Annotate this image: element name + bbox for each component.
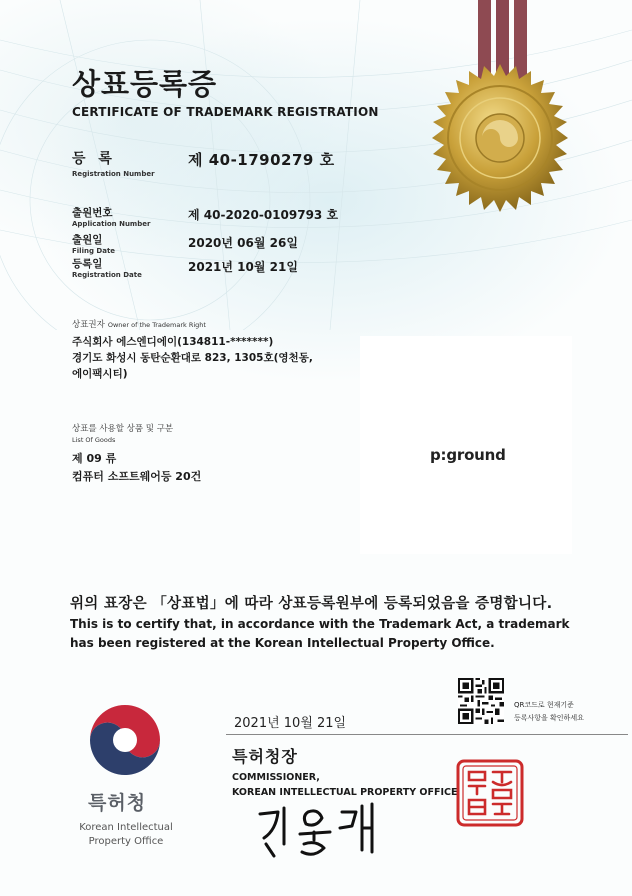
certification-statement-en: This is to certify that, in accordance with the Trademark Act, a trademark — [70, 617, 570, 631]
filing-date-label: 출원일 — [72, 234, 103, 246]
owner-line: 경기도 화성시 동탄순환대로 823, 1305호(영천동, — [72, 352, 313, 364]
certification-statement-en: has been registered at the Korean Intellectual Property Office. — [70, 636, 495, 650]
goods-section-label-en: List Of Goods — [72, 436, 116, 444]
qr-code-icon[interactable] — [458, 678, 504, 724]
owner-line: 에이팩시티) — [72, 368, 128, 380]
commissioner-title: 특허청장 — [232, 747, 298, 766]
kipo-taegeuk-logo-icon — [86, 700, 164, 778]
qr-note: 등록사항을 확인하세요 — [514, 714, 584, 722]
divider — [226, 734, 628, 735]
qr-note: QR코드로 현재기준 — [514, 701, 574, 709]
registration-date-label: 등록일 — [72, 258, 103, 270]
gold-seal-icon — [422, 62, 578, 218]
certificate-title: 상표등록증 — [72, 67, 218, 101]
office-logo-text: 특허청 — [88, 792, 147, 814]
registration-date-label-en: Registration Date — [72, 271, 142, 279]
official-seal-stamp-icon — [455, 758, 525, 828]
issue-date: 2021년 10월 21일 — [234, 716, 347, 731]
commissioner-title-en: KOREAN INTELLECTUAL PROPERTY OFFICE — [232, 787, 458, 798]
registration-number-label: 등 록 — [72, 151, 116, 167]
handwritten-signature-icon — [252, 800, 382, 860]
registration-number-label-en: Registration Number — [72, 170, 155, 178]
filing-date-label-en: Filing Date — [72, 247, 116, 255]
goods-class: 제 09 류 — [72, 452, 117, 465]
trademark-mark: p:ground — [430, 446, 506, 464]
filing-date-value: 2020년 06월 26일 — [188, 236, 298, 250]
goods-section-label: 상표를 사용할 상품 및 구분 — [72, 424, 174, 434]
application-number-label: 출원번호 — [72, 207, 113, 219]
registration-number-value: 제 40-1790279 호 — [188, 151, 335, 169]
owner-line: 주식회사 에스엔디에이(134811-*******) — [72, 336, 274, 348]
certificate-title-en: CERTIFICATE OF TRADEMARK REGISTRATION — [72, 105, 379, 119]
goods-description: 컴퓨터 소프트웨어등 20건 — [72, 470, 202, 483]
application-number-label-en: Application Number — [72, 220, 151, 228]
certification-statement-ko: 위의 표장은 「상표법」에 따라 상표등록원부에 등록되었음을 증명합니다. — [70, 596, 553, 612]
owner-section-label — [72, 318, 206, 330]
registration-date-value: 2021년 10월 21일 — [188, 260, 298, 274]
trademark-image-box — [360, 336, 572, 554]
office-logo-text-en: Property Office — [88, 836, 164, 847]
owner-label-ko: 상표권자 — [72, 320, 105, 330]
application-number-value: 제 40-2020-0109793 호 — [188, 208, 339, 222]
commissioner-title-en: COMMISSIONER, — [232, 772, 320, 783]
owner-label-en: Owner of the Trademark Right — [107, 321, 206, 329]
office-logo-text-en: Korean Intellectual — [79, 822, 173, 833]
